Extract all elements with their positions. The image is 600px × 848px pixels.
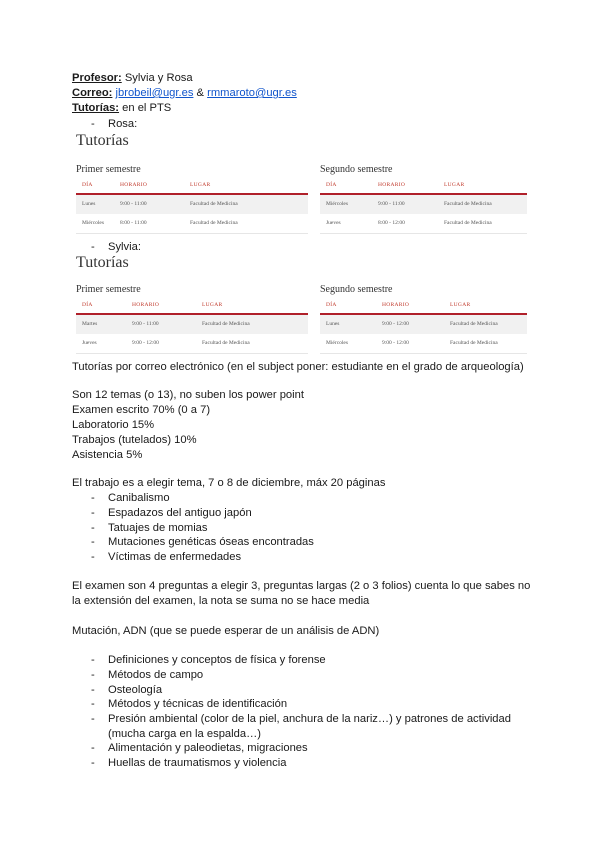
sylvia-first-semester-table	[76, 297, 308, 354]
col-lugar: LUGAR	[184, 177, 308, 194]
table-row: Jueves 8:00 - 12:00 Facultad de Medicina	[320, 214, 527, 234]
col-dia: DÍA	[320, 297, 376, 314]
exam-description-line-1: El examen son 4 preguntas a elegir 3, preguntas largas (2 o 3 folios) cuenta lo que sabes no	[72, 580, 531, 592]
rosa-tutorias-title: Tutorías	[76, 132, 129, 149]
rosa-first-semester-title: Primer semestre	[76, 164, 141, 175]
document-page: Profesor: Sylvia y Rosa Correo: jbrobeil@ugr.es & rmmaroto@ugr.es Tutorías: en el PTS - Rosa: Tutorías Primer semestre DÍA HORARIO LUGAR Lunes 9:00 - 11:00 Facultad de Medicina Miércoles 8:00 - 11:00 Facultad de Medicina Segundo semestre DÍA HORARIO LUGAR Miércoles 9:00 - 11:00 Facultad de Medicina Jueves 8:00 - 12:00 Facultad de Medicina - Sylvia: Tutorías Primer semestre DÍA HORARIO LUGAR Martes 9:00 - 11:00 Facultad de Medicina Jueves 9:00 - 12:00 Facultad de Medicina Segundo semestre DÍA HORARIO LUGAR Lunes 9:00 - 12:00 Facultad de Medicina Miércoles 9:00 - 12:00 Facultad de Medicina Tutorías por correo electrónico (en el subject poner: estudiante en el grado de arqueología) Son 12 temas (o 13), no suben los power point Examen escrito 70% (0 a 7) Laboratorio 15% Trabajos (tutelados) 10% Asistencia 5% El trabajo es a elegir tema, 7 o 8 de diciembre, máx 20 páginas - Canibalismo - Espadazos del antiguo japón - Tatuajes de momias - Mutaciones genéticas óseas encontradas - Víctimas de enfermedades El examen son 4 preguntas a elegir 3, preguntas largas (2 o 3 folios) cuenta lo que sabes no la extensión del examen, la nota se suma no se hace media Mutación, ADN (que se puede esperar de un análisis de ADN) - Definiciones y conceptos de física y forense - Métodos de campo - Osteología - Métodos y técnicas de identificación - Presión ambiental (color de la piel, anchura de la nariz…) y patrones de actividad (mucha carga en la espalda…) - Alimentación y paleodietas, migraciones - Huellas de traumatismos y violencia	[72, 72, 531, 769]
tutorias-line	[72, 101, 171, 116]
rosa-second-semester-title: Segundo semestre	[320, 164, 393, 175]
col-horario: HORARIO	[114, 177, 184, 194]
correo-label: Correo:	[72, 87, 113, 99]
col-dia: DÍA	[320, 177, 372, 194]
rosa-first-semester-table	[76, 177, 308, 234]
col-lugar: LUGAR	[438, 177, 527, 194]
profesor-line	[72, 71, 193, 86]
correo-line	[72, 86, 297, 101]
sylvia-first-semester-title: Primer semestre	[76, 284, 141, 295]
col-dia: DÍA	[76, 177, 114, 194]
list-item-continuation: (mucha carga en la espalda…)	[108, 728, 261, 740]
table-row: Lunes 9:00 - 11:00 Facultad de Medicina	[76, 194, 308, 214]
table-row: Miércoles 9:00 - 11:00 Facultad de Medicina	[320, 194, 527, 214]
sylvia-second-semester-table	[320, 297, 527, 354]
col-lugar: LUGAR	[196, 297, 308, 314]
col-dia: DÍA	[76, 297, 126, 314]
email-separator: &	[196, 87, 204, 99]
sylvia-tutorias-title: Tutorías	[76, 254, 129, 271]
topics-line: Son 12 temas (o 13), no suben los power point	[72, 389, 304, 401]
table-row: Jueves 9:00 - 12:00 Facultad de Medicina	[76, 334, 308, 354]
col-horario: HORARIO	[126, 297, 196, 314]
sylvia-second-semester-title: Segundo semestre	[320, 284, 393, 295]
table-row: Lunes 9:00 - 12:00 Facultad de Medicina	[320, 314, 527, 334]
exam-weight-line: Examen escrito 70% (0 a 7)	[72, 404, 211, 416]
col-lugar: LUGAR	[444, 297, 527, 314]
mutation-line: Mutación, ADN (que se puede esperar de un análisis de ADN)	[72, 625, 380, 637]
email-link-2[interactable]: rmmaroto@ugr.es	[207, 87, 297, 99]
profesor-label: Profesor:	[72, 72, 122, 84]
tutorias-value: en el PTS	[122, 102, 172, 114]
work-weight-line: Trabajos (tutelados) 10%	[72, 434, 197, 446]
email-link-1[interactable]: jbrobeil@ugr.es	[115, 87, 194, 99]
table-row: Miércoles 8:00 - 11:00 Facultad de Medicina	[76, 214, 308, 234]
exam-description-line-2: la extensión del examen, la nota se suma no se hace media	[72, 595, 370, 607]
col-horario: HORARIO	[372, 177, 438, 194]
table-row: Miércoles 9:00 - 12:00 Facultad de Medicina	[320, 334, 527, 354]
col-horario: HORARIO	[376, 297, 444, 314]
tutorias-label: Tutorías:	[72, 102, 120, 114]
email-tutoring-note: Tutorías por correo electrónico (en el subject poner: estudiante en el grado de arqueología)	[72, 361, 524, 373]
table-row: Martes 9:00 - 11:00 Facultad de Medicina	[76, 314, 308, 334]
sylvia-name: Sylvia:	[108, 241, 141, 253]
work-intro-line: El trabajo es a elegir tema, 7 o 8 de diciembre, máx 20 páginas	[72, 477, 386, 489]
lab-weight-line: Laboratorio 15%	[72, 419, 155, 431]
rosa-name: Rosa:	[108, 118, 138, 130]
attendance-weight-line: Asistencia 5%	[72, 449, 143, 461]
profesor-value: Sylvia y Rosa	[124, 72, 193, 84]
rosa-second-semester-table	[320, 177, 527, 234]
